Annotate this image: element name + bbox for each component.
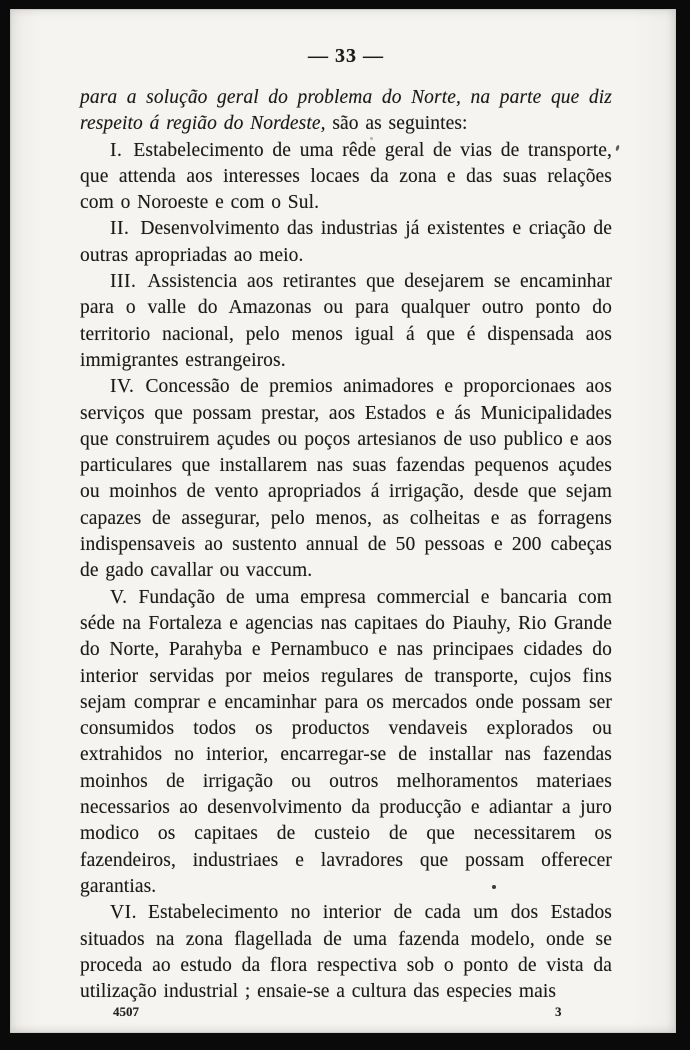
item-text: Concessão de premios animadores e proporcionaes aos serviços que possam prestar, aos Estados e ás Municipalidades que construirem açudes ou poços artesianos de uso publico e aos particulares que installarem nas suas fazendas pequenos açudes ou moinhos de vento apropriados á irrigação, desde que sejam capazes de assegurar, pelo menos, as colheitas e as forragens indispensaveis ao sustento annual de 50 pessoas e 200 cabeças de gado cavallar ou vaccum. (80, 376, 612, 582)
item-text: Fundação de uma empresa commercial e bancaria com séde na Fortaleza e agencias nas capitaes do Piauhy, Rio Grande do Norte, Parahyba e Pernambuco e nas principaes cidades do interior servidas por meios regulares de transporte, cujos fins sejam comprar e encaminhar para os mercados onde possam ser consumidos todos os productos vendaveis explorados ou extrahidos no interior, encarregar-se de installar nas fazendas moinhos de irrigação ou outros melhoramentos materiaes necessarios ao desenvolvimento da producção e adiantar a juro modico os capitaes de custeio de que necessitarem os fazendeiros, industriaes e lavradores que possam offerecer garantias. (80, 586, 612, 897)
lead-regular-text: são as seguintes: (332, 113, 468, 135)
signature-number: 3 (555, 1004, 562, 1019)
page-number-header: — 33 — (308, 45, 384, 67)
scan-speck (492, 885, 496, 889)
item-numeral: IV. (110, 376, 135, 398)
print-order-number: 4507 (113, 1004, 139, 1019)
item-paragraph-3 (80, 269, 612, 374)
item-paragraph-2 (80, 216, 612, 269)
scan-speck (370, 137, 373, 140)
scan-speck (615, 145, 620, 152)
lead-italic-text: para a solução geral do problema do Norte, na parte que diz respeito á região do Nordeste, (80, 87, 612, 135)
item-text: Assistencia aos retirantes que desejarem se encaminhar para o valle do Amazonas ou para qualquer outro ponto do territorio nacional, pelo menos igual á que é dispensada aos immigrantes estrangeiros. (80, 271, 612, 371)
item-paragraph-4 (80, 374, 612, 584)
item-paragraph-6 (80, 900, 612, 1005)
item-text: Estabelecimento no interior de cada um dos Estados situados na zona flagellada de uma fazenda modelo, onde se proceda ao estudo da flora respectiva sob o ponto de vista da utilização industrial ; ensaie-se a cultura das especies mais (80, 902, 612, 1003)
item-numeral: V. (110, 586, 128, 608)
item-paragraph-1 (80, 138, 612, 217)
item-numeral: I. (110, 139, 123, 161)
item-numeral: VI. (110, 902, 137, 924)
lead-paragraph (80, 85, 612, 138)
item-numeral: II. (110, 218, 130, 240)
page-body (80, 85, 612, 1005)
page-footer (80, 1004, 612, 1020)
item-text: Desenvolvimento das industrias já existentes e criação de outras apropriadas ao meio. (80, 218, 612, 266)
item-paragraph-5 (80, 585, 612, 901)
item-text: Estabelecimento de uma rêde geral de vias de transporte, que attenda aos interesses locaes da zona e das suas relações com o Noroeste e com o Sul. (80, 139, 612, 214)
item-numeral: III. (110, 271, 137, 293)
book-page (10, 9, 676, 1033)
